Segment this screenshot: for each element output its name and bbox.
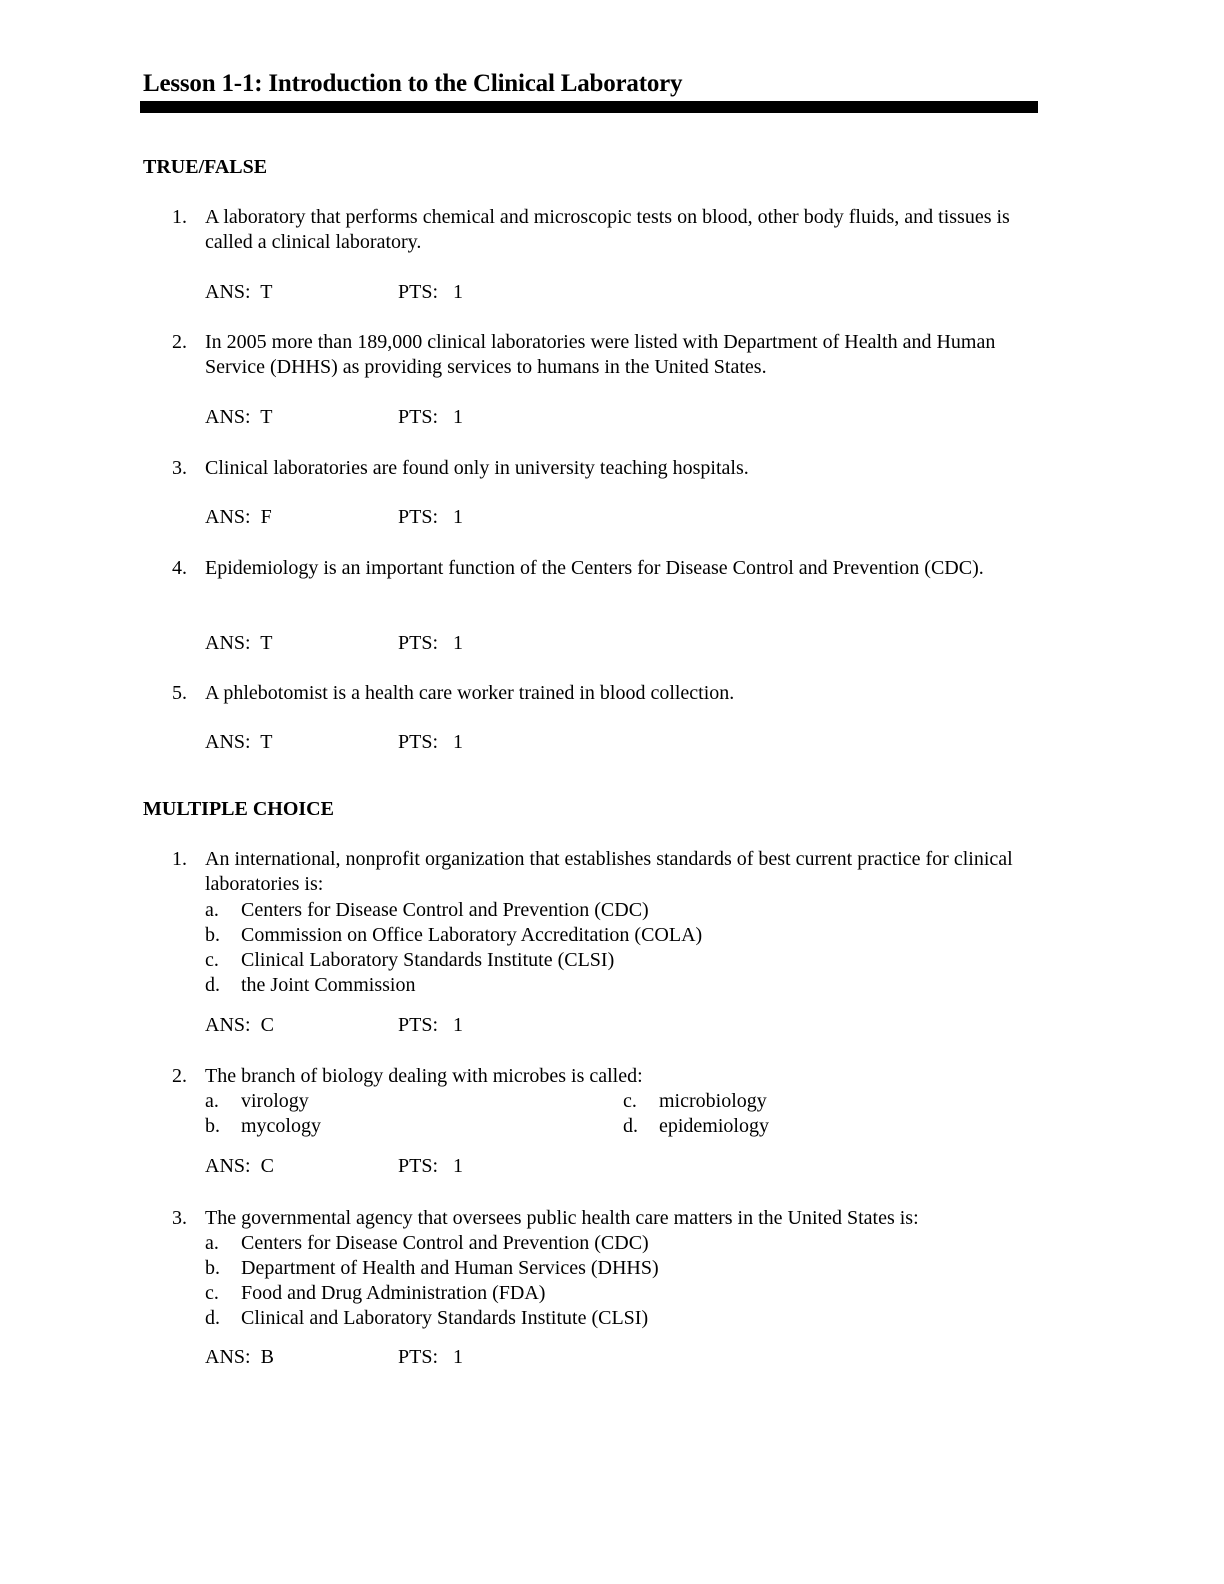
answer-line — [205, 406, 464, 429]
question-number: 5. — [172, 682, 187, 704]
option-text: Clinical Laboratory Standards Institute (CLSI) — [241, 949, 615, 971]
answer-line — [205, 632, 464, 655]
option-text: Department of Health and Human Services (DHHS) — [241, 1257, 659, 1279]
answer-line — [205, 281, 464, 304]
answer: ANS: T — [205, 406, 273, 428]
option-text: mycology — [241, 1115, 321, 1137]
points: PTS: 1 — [398, 406, 464, 428]
answer-line — [205, 731, 464, 754]
section-heading-multiple-choice: MULTIPLE CHOICE — [143, 798, 334, 820]
option-text: virology — [241, 1090, 309, 1112]
option-text: Centers for Disease Control and Prevention (CDC) — [241, 1232, 649, 1254]
answer: ANS: T — [205, 731, 273, 753]
option-letter: b. — [205, 1257, 220, 1279]
option-letter: d. — [205, 974, 220, 996]
points: PTS: 1 — [398, 1155, 464, 1177]
option-letter: b. — [205, 1115, 220, 1137]
question-number: 1. — [172, 206, 187, 228]
option-letter: c. — [205, 1282, 219, 1304]
option-letter: a. — [205, 899, 219, 921]
option-text: microbiology — [659, 1090, 767, 1112]
question-number: 2. — [172, 1065, 187, 1087]
question-stem: An international, nonprofit organization that establishes standards of best current practice for clinical laboratories is: — [205, 848, 1013, 895]
question-stem: The branch of biology dealing with microbes is called: — [205, 1065, 643, 1087]
points: PTS: 1 — [398, 281, 464, 303]
answer: ANS: T — [205, 632, 273, 654]
points: PTS: 1 — [398, 1346, 464, 1368]
answer-line — [205, 1014, 464, 1037]
option-letter: a. — [205, 1232, 219, 1254]
question-number: 3. — [172, 1207, 187, 1229]
points: PTS: 1 — [398, 731, 464, 753]
option-text: Clinical and Laboratory Standards Institute (CLSI) — [241, 1307, 649, 1329]
option-letter: d. — [623, 1115, 638, 1137]
answer: ANS: C — [205, 1014, 274, 1036]
answer: ANS: T — [205, 281, 273, 303]
question-stem: Epidemiology is an important function of the Centers for Disease Control and Prevention (CDC). — [205, 557, 984, 579]
points: PTS: 1 — [398, 632, 464, 654]
answer-line — [205, 506, 464, 529]
points: PTS: 1 — [398, 506, 464, 528]
option-text: Food and Drug Administration (FDA) — [241, 1282, 546, 1304]
option-letter: c. — [205, 949, 219, 971]
question-stem: In 2005 more than 189,000 clinical laboratories were listed with Department of Health and Human Service (DHHS) as providing services to humans in the United States. — [205, 331, 996, 378]
option-text: Commission on Office Laboratory Accreditation (COLA) — [241, 924, 703, 946]
page-title: Lesson 1-1: Introduction to the Clinical Laboratory — [143, 70, 683, 97]
title-rule — [140, 101, 1038, 113]
question-number: 3. — [172, 457, 187, 479]
option-text: the Joint Commission — [241, 974, 416, 996]
section-heading-true-false: TRUE/FALSE — [143, 156, 268, 178]
question-stem: A laboratory that performs chemical and microscopic tests on blood, other body fluids, and tissues is called a clinical laboratory. — [205, 206, 1010, 253]
question-number: 4. — [172, 557, 187, 579]
answer-line — [205, 1155, 464, 1178]
question-stem: The governmental agency that oversees public health care matters in the United States is: — [205, 1207, 919, 1229]
answer: ANS: F — [205, 506, 272, 528]
option-letter: d. — [205, 1307, 220, 1329]
question-stem: Clinical laboratories are found only in university teaching hospitals. — [205, 457, 749, 479]
option-letter: c. — [623, 1090, 637, 1112]
answer: ANS: C — [205, 1155, 274, 1177]
question-number: 1. — [172, 848, 187, 870]
answer-line — [205, 1346, 464, 1369]
points: PTS: 1 — [398, 1014, 464, 1036]
option-letter: a. — [205, 1090, 219, 1112]
option-text: Centers for Disease Control and Prevention (CDC) — [241, 899, 649, 921]
question-number: 2. — [172, 331, 187, 353]
option-letter: b. — [205, 924, 220, 946]
option-text: epidemiology — [659, 1115, 769, 1137]
answer: ANS: B — [205, 1346, 274, 1368]
question-stem: A phlebotomist is a health care worker trained in blood collection. — [205, 682, 735, 704]
